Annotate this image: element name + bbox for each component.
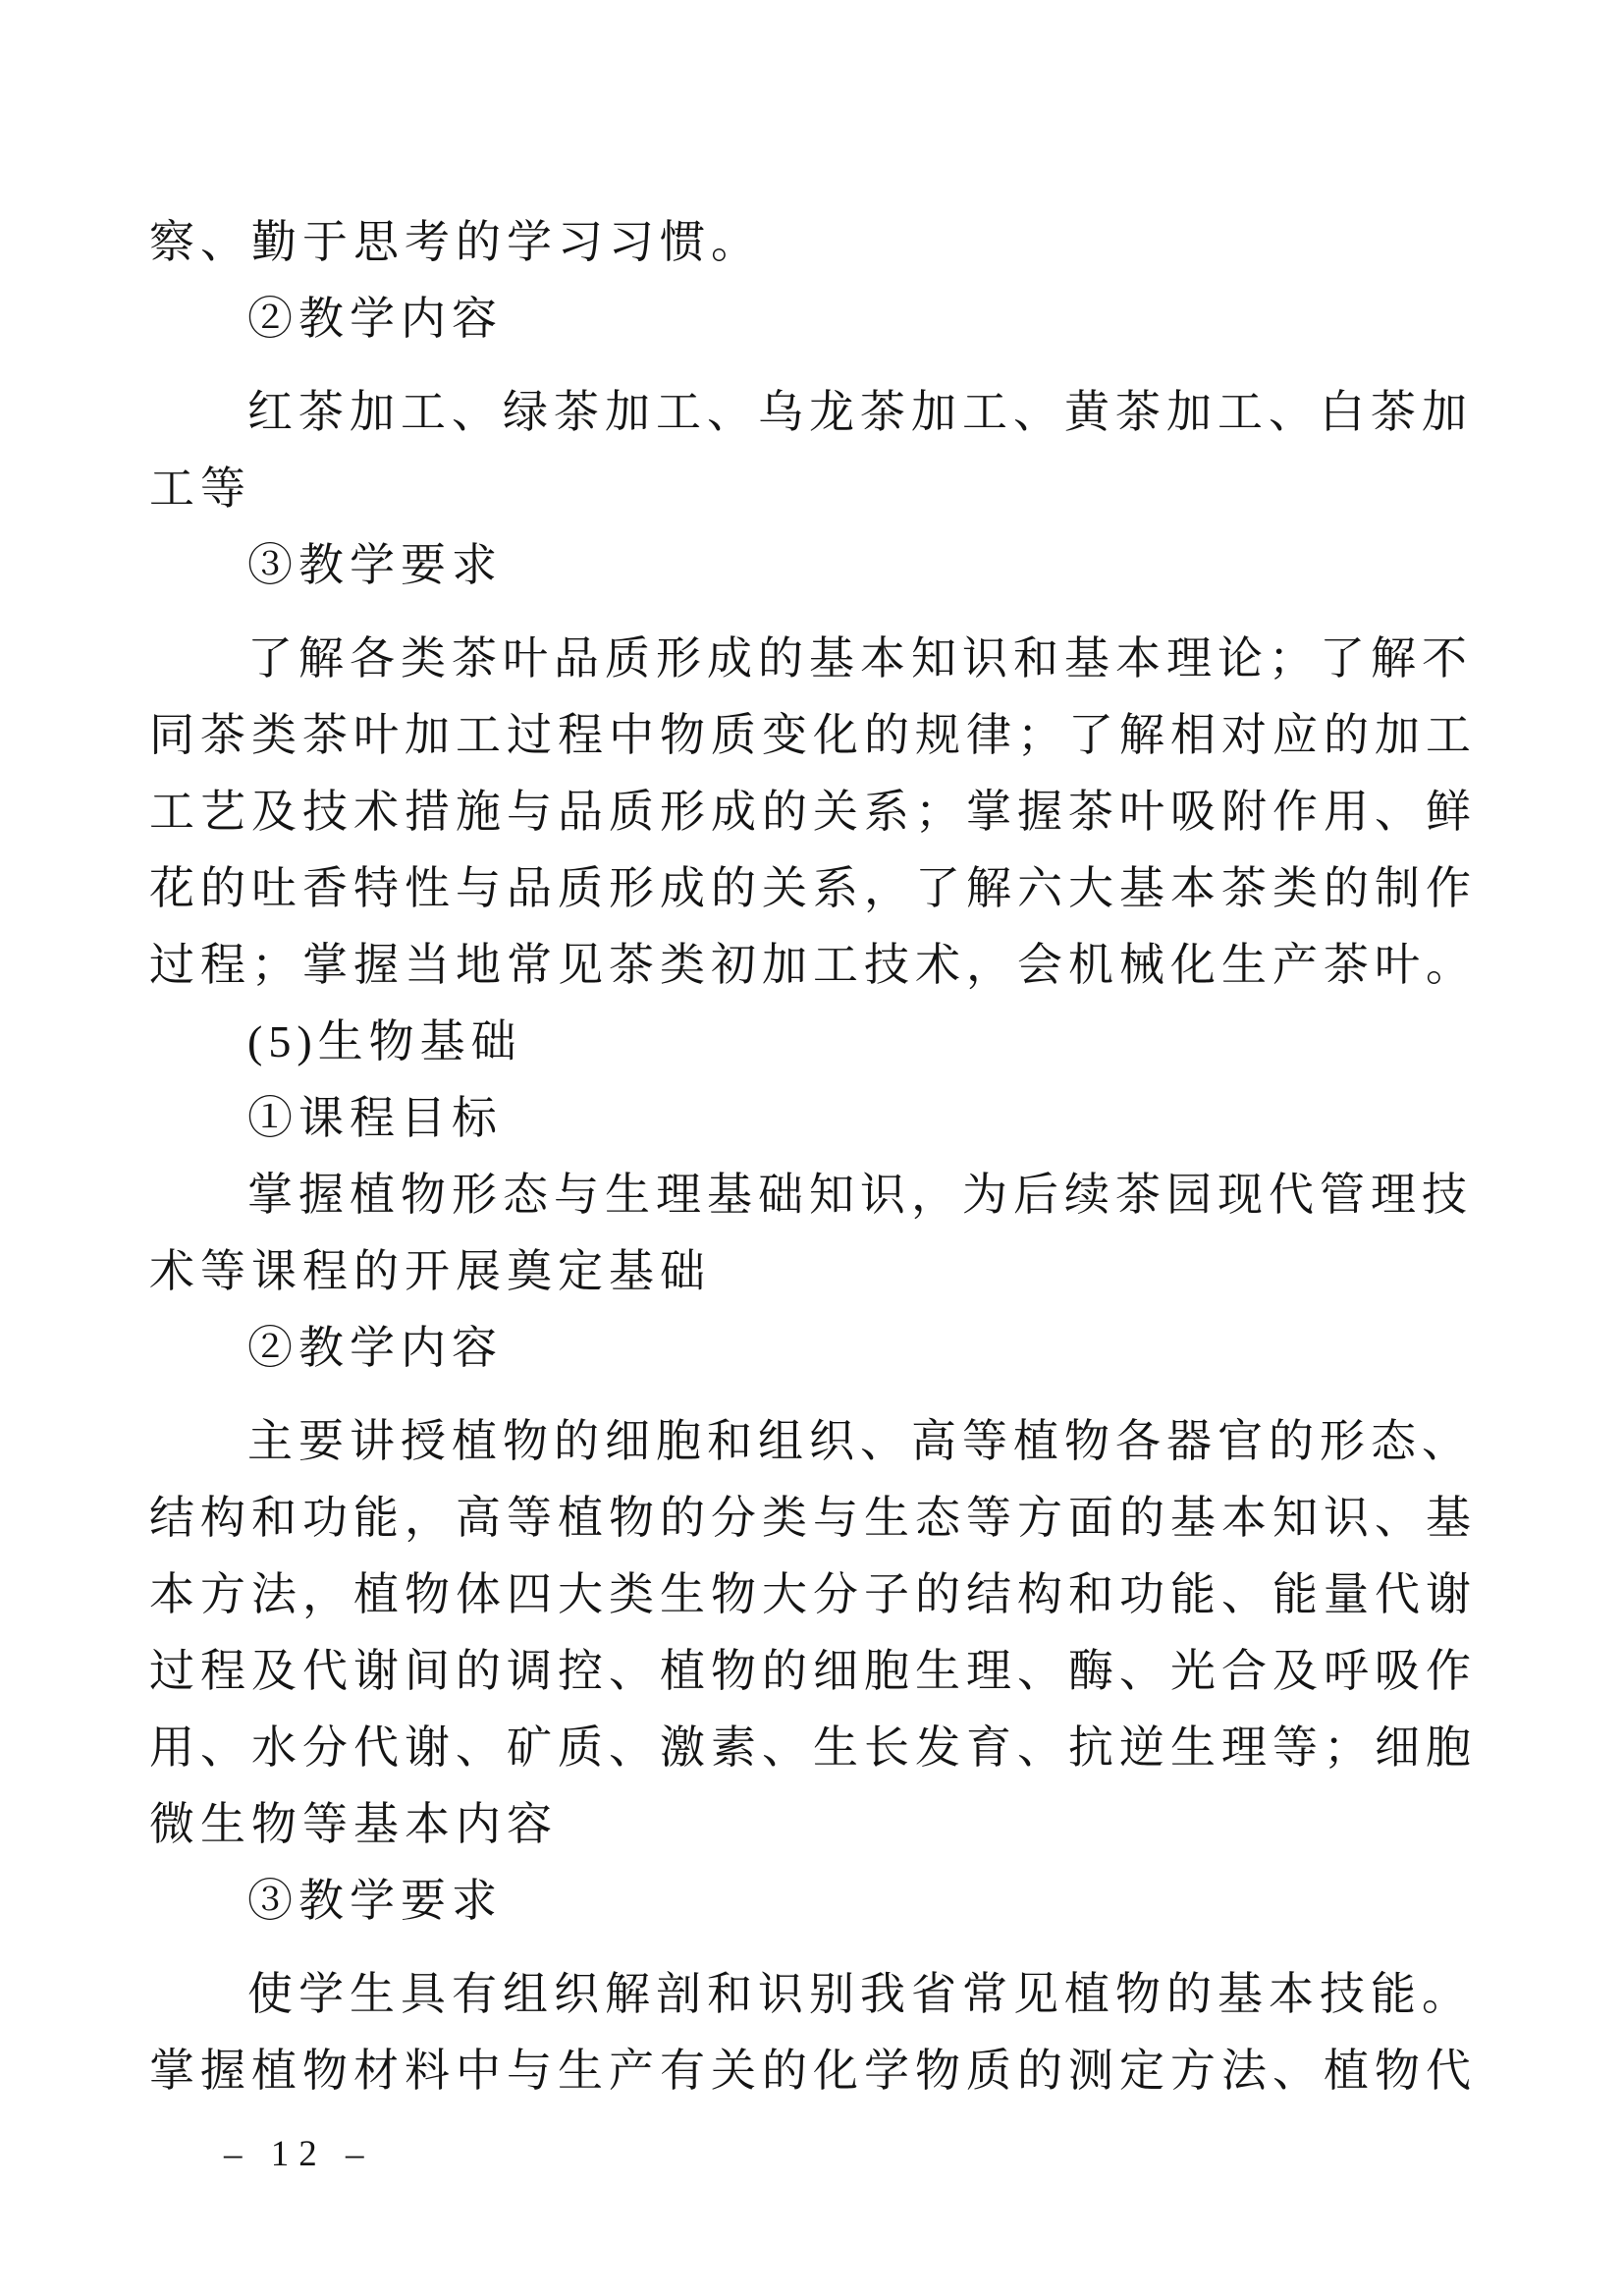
- text-line: 主要讲授植物的细胞和组织、高等植物各器官的形态、: [247, 1416, 1473, 1466]
- text-line: 了解各类茶叶品质形成的基本知识和基本理论；了解不: [247, 633, 1473, 683]
- text-line: 掌握植物形态与生理基础知识，为后续茶园现代管理技: [247, 1170, 1473, 1220]
- text-line: 过程；掌握当地常见茶类初加工技术，会机械化生产茶叶。: [149, 940, 1477, 990]
- text-line: 察、勤于思考的学习习惯。: [149, 217, 762, 267]
- heading-teaching-requirements: ③教学要求: [247, 1876, 503, 1926]
- text-line: 红茶加工、绿茶加工、乌龙茶加工、黄茶加工、白茶加: [247, 387, 1473, 437]
- heading-teaching-content: ②教学内容: [247, 294, 503, 344]
- document-body: [149, 204, 1524, 2109]
- text-line: 本方法，植物体四大类生物大分子的结构和功能、能量代谢: [149, 1569, 1477, 1619]
- heading-biology-basics: (5)生物基础: [247, 1016, 522, 1066]
- text-line: 使学生具有组织解剖和识别我省常见植物的基本技能。: [247, 1969, 1473, 2019]
- text-line: 工艺及技术措施与品质形成的关系；掌握茶叶吸附作用、鲜: [149, 787, 1477, 837]
- text-line: 结构和功能，高等植物的分类与生态等方面的基本知识、基: [149, 1493, 1477, 1543]
- text-line: 工等: [149, 464, 251, 514]
- heading-course-objectives: ①课程目标: [247, 1093, 503, 1143]
- text-line: 术等课程的开展奠定基础: [149, 1246, 711, 1296]
- text-line: 微生物等基本内容: [149, 1799, 558, 1849]
- text-line: 掌握植物材料中与生产有关的化学物质的测定方法、植物代: [149, 2046, 1477, 2096]
- text-line: 同茶类茶叶加工过程中物质变化的规律；了解相对应的加工: [149, 710, 1477, 760]
- page-number: – 12 –: [224, 2134, 374, 2174]
- text-line: 用、水分代谢、矿质、激素、生长发育、抗逆生理等；细胞: [149, 1722, 1477, 1773]
- text-line: 过程及代谢间的调控、植物的细胞生理、酶、光合及呼吸作: [149, 1646, 1477, 1696]
- text-line: 花的吐香特性与品质形成的关系，了解六大基本茶类的制作: [149, 863, 1477, 913]
- heading-teaching-content: ②教学内容: [247, 1323, 503, 1373]
- heading-teaching-requirements: ③教学要求: [247, 540, 503, 590]
